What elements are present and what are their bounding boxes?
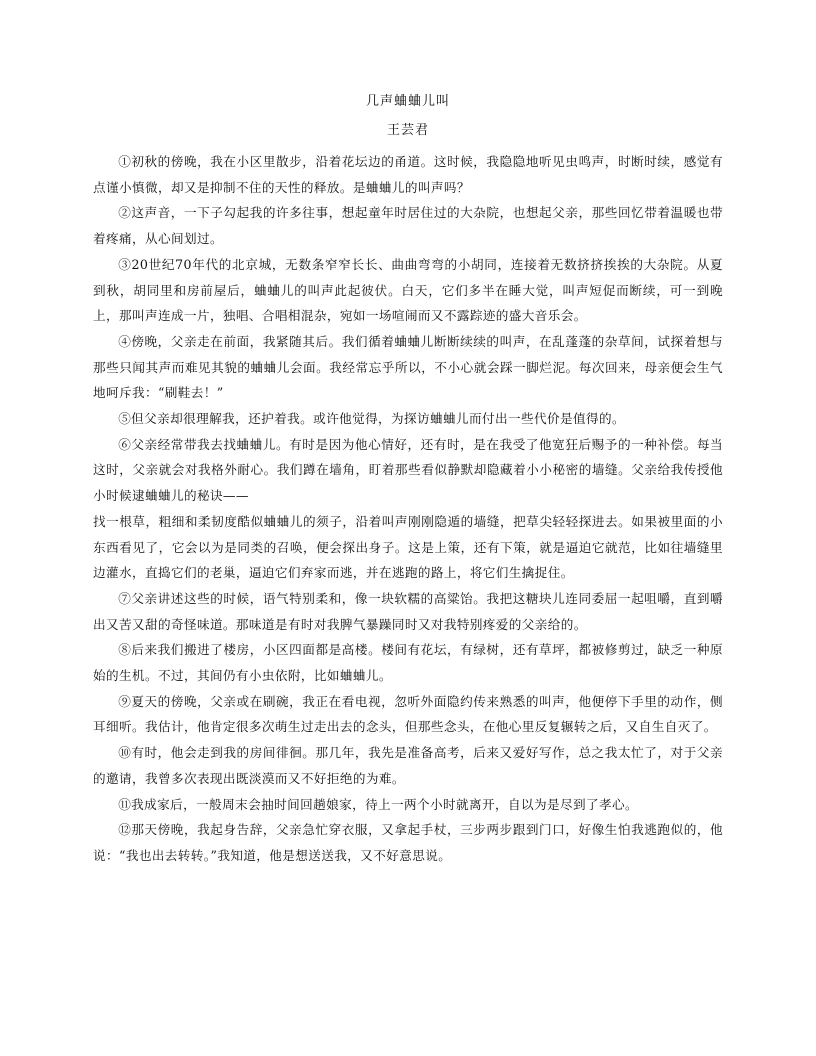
paragraph-11: ⑪我成家后，一般周末会抽时间回趟娘家，待上一两个小时就离开，自以为是尽到了孝心。	[118, 796, 638, 812]
paragraph-8: ⑧后来我们搬进了楼房，小区四面都是高楼。楼间有花坛，有绿树，还有草坪，都被修剪过，缺乏一种原始的生机。不过，其间仍有小虫依附，比如蛐蛐儿。	[93, 642, 723, 684]
author-name: 王芸君	[386, 123, 429, 138]
essay-title: 几声蛐蛐儿叫	[365, 94, 450, 109]
paragraph-4: ④傍晚，父亲走在前面，我紧随其后。我们循着蛐蛐儿断断续续的叫声，在乱蓬蓬的杂草间，试探着想与那些只闻其声而难见其貌的蛐蛐儿会面。我经常忘乎所以，不小心就会踩一脚烂泥。每次回来，母亲便会生气地呵斥我：“刷鞋去！”	[93, 333, 723, 401]
paragraph-3: ③20世纪70年代的北京城，无数条窄窄长长、曲曲弯弯的小胡同，连接着无数挤挤挨挨的大杂院。从夏到秋，胡同里和房前屋后，蛐蛐儿的叫声此起彼伏。白天，它们多半在睡大觉，叫声短促而断续，可一到晚上，那叫声连成一片，独唱、合唱相混杂，宛如一场喧闹而又不露踪迹的盛大音乐会。	[93, 256, 723, 324]
paragraph-6-continued: 找一根草，粗细和柔韧度酷似蛐蛐儿的须子，沿着叫声刚刚隐遁的墙缝，把草尖轻轻探进去。如果被里面的小东西看见了，它会以为是同类的召唤，便会探出身子。这是上策，还有下策，就是逼迫它就范，比如往墙缝里边灌水，直捣它们的老巢，逼迫它们弃家而逃，并在逃跑的路上，将它们生擒捉住。	[93, 513, 723, 581]
paragraph-7: ⑦父亲讲述这些的时候，语气特别柔和，像一块软糯的高粱饴。我把这糖块儿连同委屈一起咀嚼，直到嚼出又苦又甜的奇怪味道。那味道是有时对我脾气暴躁同时又对我特别疼爱的父亲给的。	[93, 590, 723, 632]
paragraph-1: ①初秋的傍晚，我在小区里散步，沿着花坛边的甬道。这时候，我隐隐地听见虫鸣声，时断时续，感觉有点谨小慎微，却又是抑制不住的天性的释放。是蛐蛐儿的叫声吗？	[93, 154, 723, 195]
paragraph-10: ⑩有时，他会走到我的房间徘徊。那几年，我先是准备高考，后来又爱好写作，总之我太忙了，对于父亲的邀请，我曾多次表现出既淡漠而又不好拒绝的为难。	[93, 745, 723, 786]
paragraph-9: ⑨夏天的傍晚，父亲或在刷碗，我正在看电视，忽听外面隐约传来熟悉的叫声，他便停下手里的动作，侧耳细听。我估计，他肯定很多次萌生过走出去的念头，但那些念头，在他心里反复辗转之后，又自生自灭了。	[93, 693, 723, 735]
paragraph-6: ⑥父亲经常带我去找蛐蛐儿。有时是因为他心情好，还有时，是在我受了他宽狂后赐予的一种补偿。每当这时，父亲就会对我格外耐心。我们蹲在墙角，盯着那些看似静默却隐藏着小小秘密的墙缝。父亲给我传授他小时候逮蛐蛐儿的秘诀——	[93, 436, 723, 504]
paragraph-2: ②这声音，一下子勾起我的许多往事，想起童年时居住过的大杂院，也想起父亲，那些回忆带着温暖也带着疼痛，从心间划过。	[93, 205, 723, 247]
paragraph-12: ⑫那天傍晚，我起身告辞，父亲急忙穿衣服，又拿起手杖，三步两步跟到门口，好像生怕我逃跑似的，他说：“我也出去转转。”我知道，他是想送送我，又不好意思说。	[93, 822, 723, 863]
paragraph-5: ⑤但父亲却很理解我，还护着我。或许他觉得，为探访蛐蛐儿而付出一些代价是值得的。	[118, 411, 625, 427]
essay-body	[93, 149, 723, 869]
